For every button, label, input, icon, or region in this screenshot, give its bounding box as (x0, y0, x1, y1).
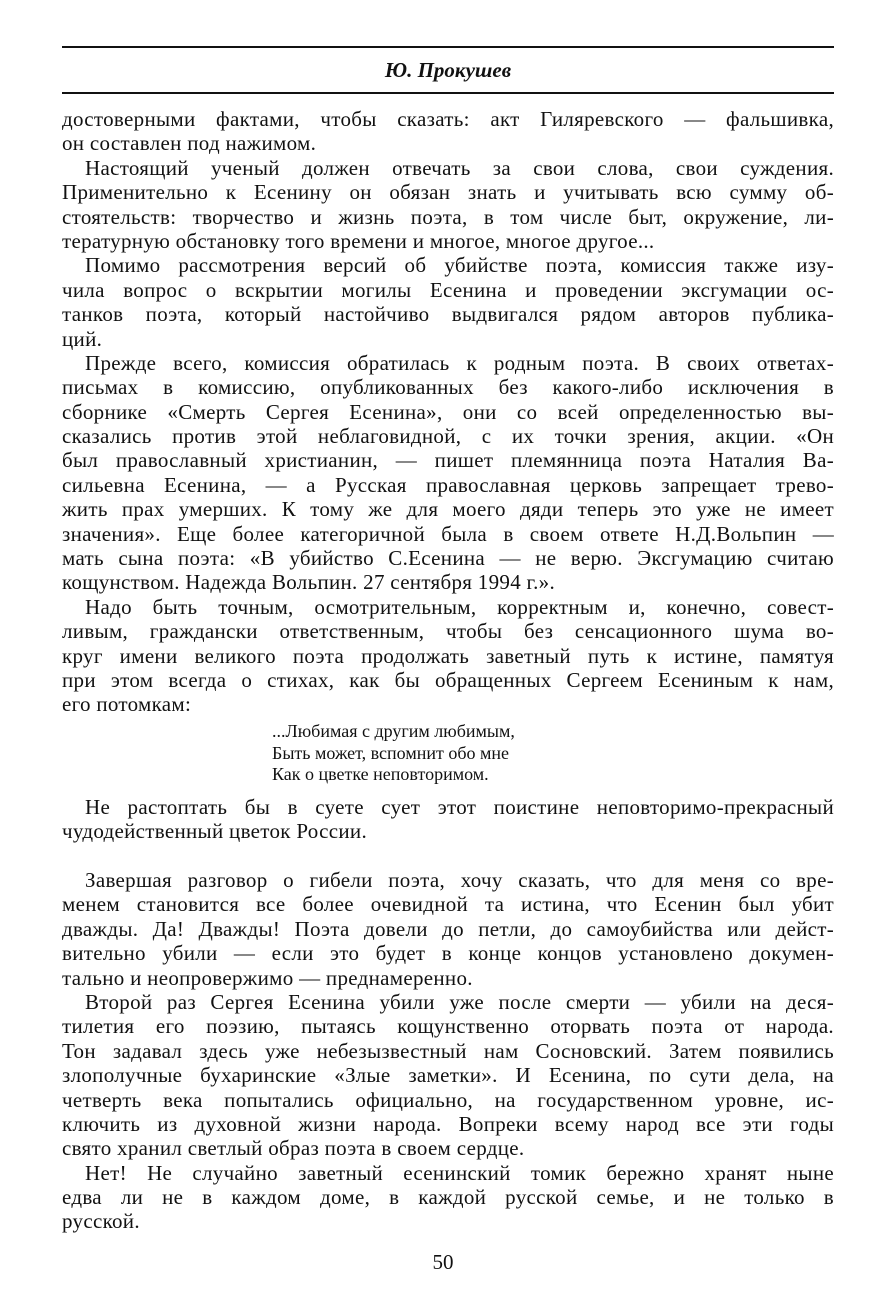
text-line: четверть века попытались официально, на государственном уровне, ис- (62, 1087, 834, 1112)
poem-line: Быть может, вспомнит обо мне (272, 742, 510, 763)
body-text-part-3 (62, 868, 834, 1234)
text-line: Второй раз Сергея Есенина убили уже после смерти — убили на деся- (85, 989, 834, 1014)
paragraph (62, 1161, 834, 1234)
paragraph (62, 595, 834, 717)
text-line: сборнике «Смерть Сергея Есенина», они со всей определенностью вы- (62, 399, 834, 424)
text-line: кощунством. Надежда Вольпин. 27 сентября 1994 г.». (62, 570, 555, 595)
text-line: при этом всегда о стихах, как бы обращенных Сергеем Есениным к нам, (62, 667, 834, 692)
text-line: стоятельств: творчество и жизнь поэта, в том числе быт, окружение, ли- (62, 204, 834, 229)
text-line: злополучные бухаринские «Злые заметки». И Есенина, по сути дела, на (62, 1063, 834, 1088)
text-line: тилетия его поэзию, пытаясь кощунственно оторвать поэта от народа. (62, 1014, 834, 1039)
text-line: сказались против этой неблаговидной, с их точки зрения, акции. «Он (62, 424, 834, 449)
paragraph (62, 795, 834, 844)
text-line: круг имени великого поэта продолжать заветный путь к истине, памятуя (62, 643, 834, 668)
text-line: едва ли не в каждом доме, в каждой русской семье, и не только в (62, 1185, 834, 1210)
text-line: ций. (62, 326, 103, 351)
text-line: мать сына поэта: «В убийство С.Есенина — не верю. Эксгумацию считаю (62, 546, 834, 571)
text-line: Помимо рассмотрения версий об убийстве поэта, комиссия также изу- (85, 253, 834, 278)
text-line: русской. (62, 1209, 140, 1234)
text-line: чудодейственный цветок России. (62, 819, 367, 844)
text-line: менем становится все более очевидной та истина, что Есенин был убит (62, 892, 834, 917)
text-line: тературную обстановку того времени и многое, многое другое... (62, 228, 655, 253)
paragraph (62, 107, 834, 156)
text-line: свято хранил светлый образ поэта в своем сердце. (62, 1136, 525, 1161)
text-line: письмах в комиссию, опубликованных без какого-либо исключения в (62, 375, 834, 400)
poem-line: Как о цветке неповторимом. (272, 764, 489, 784)
text-line: Надо быть точным, осмотрительным, корректным и, конечно, совест- (85, 594, 834, 619)
text-line: был православный христианин, — пишет племянница поэта Наталия Ва- (62, 448, 834, 473)
header-rule-top (62, 46, 834, 48)
text-line: Тон задавал здесь уже небезызвестный нам Сосновский. Затем появились (62, 1038, 834, 1063)
running-head: Ю. Прокушев (384, 58, 512, 82)
paragraph (62, 253, 834, 351)
header-rule-bottom (62, 92, 834, 94)
body-text-part-2 (62, 795, 834, 844)
text-line: Не растоптать бы в суете сует этот поистине неповторимо-прекрасный (85, 795, 834, 819)
text-line: ключить из духовной жизни народа. Вопреки всему народ все эти годы (62, 1111, 834, 1136)
paragraph (62, 351, 834, 595)
text-line: Завершая разговор о гибели поэта, хочу сказать, что для меня со вре- (85, 868, 834, 892)
text-line: он составлен под нажимом. (62, 131, 317, 156)
paragraph (62, 990, 834, 1161)
paragraph (62, 868, 834, 990)
poem-line: ...Любимая с другим любимым, (272, 721, 515, 741)
text-line: чила вопрос о вскрытии могилы Есенина и проведении эксгумации ос- (62, 277, 834, 302)
text-line: вительно убили — если это будет в конце концов установлено докумен- (62, 941, 834, 966)
paragraph (62, 156, 834, 254)
page-number: 50 (432, 1250, 454, 1274)
text-line: танков поэта, который настойчиво выдвигался рядом авторов публика- (62, 302, 834, 327)
text-line: значения». Еще более категоричной была в своем ответе Н.Д.Вольпин — (62, 521, 834, 546)
poem-quote (272, 721, 515, 786)
text-line: Применительно к Есенину он обязан знать и учитывать всю сумму об- (62, 180, 834, 205)
text-line: Прежде всего, комиссия обратилась к родным поэта. В своих ответах- (85, 350, 834, 375)
text-line: Нет! Не случайно заветный есенинский томик бережно хранят ныне (85, 1160, 834, 1185)
text-line: жить прах умерших. К тому же для моего дяди теперь это уже не имеет (62, 497, 834, 522)
body-text-part-1 (62, 107, 834, 717)
text-line: достоверными фактами, чтобы сказать: акт Гиляревского — фальшивка, (62, 107, 834, 131)
text-line: Настоящий ученый должен отвечать за свои слова, свои суждения. (85, 155, 834, 180)
text-line: дважды. Да! Дважды! Поэта довели до петли, до самоубийства или дейст- (62, 916, 834, 941)
text-line: его потомкам: (62, 692, 192, 717)
text-line: ливым, граждански ответственным, чтобы без сенсационного шума во- (62, 619, 834, 644)
text-line: тально и неопровержимо — преднамеренно. (62, 965, 473, 990)
text-line: сильевна Есенина, — а Русская православная церковь запрещает трево- (62, 472, 834, 497)
